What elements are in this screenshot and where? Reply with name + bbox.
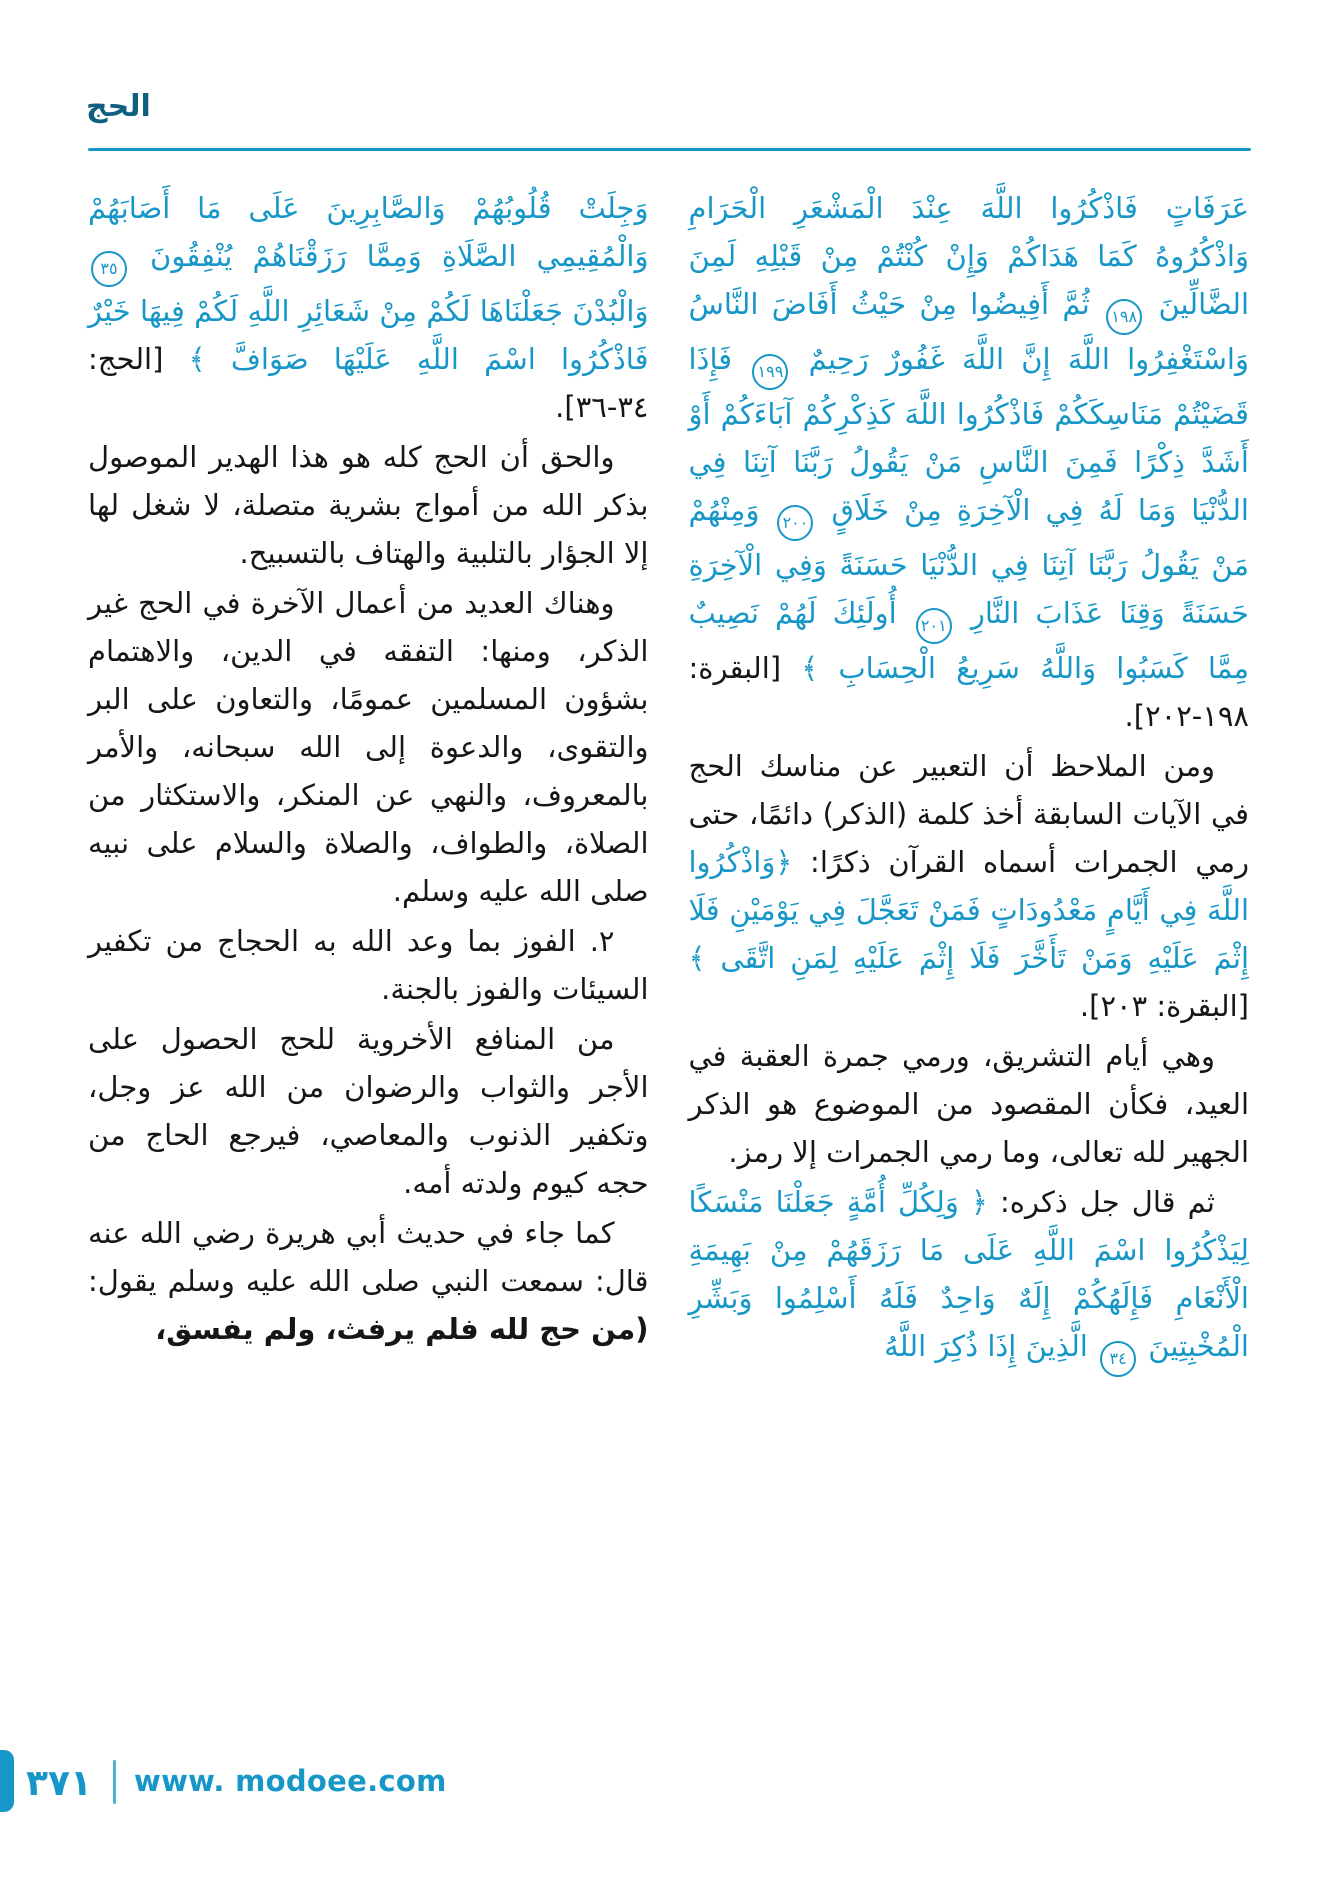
quran-verse-text: ﴿ وَلِكُلِّ أُمَّةٍ جَعَلْنَا مَنْسَكًا لِيَذْكُرُوا اسْمَ اللَّهِ عَلَى مَا رَزَقَهُمْ مِنْ بَهِيمَةِ الْأَنْعَامِ فَإِلَهُكُمْ إِلَهٌ وَاحِدٌ فَلَهُ أَسْلِمُوا وَبَشِّرِ الْمُخْبِتِينَ: [688, 1185, 1249, 1363]
hadith-bold-text: (من حج لله فلم يرفث، ولم يفسق،: [155, 1312, 649, 1346]
body-text: من المنافع الأخروية للحج الحصول على الأجر والثواب والرضوان من الله عز وجل، وتكفير الذنوب والمعاصي، فيرجع الحاج من حجه كيوم ولدته أمه.: [88, 1022, 649, 1200]
paragraph: [88, 184, 649, 431]
ayah-number-badge: ٢٠١: [916, 608, 952, 644]
ayah-number-badge: ١٩٩: [752, 354, 788, 390]
page-edge-tab: [0, 1750, 14, 1812]
quran-verse-text: فَإِذَا قَضَيْتُمْ مَنَاسِكَكُمْ فَاذْكُرُوا اللَّهَ كَذِكْرِكُمْ آبَاءَكُمْ أَوْ أَشَدَّ ذِكْرًا فَمِنَ النَّاسِ مَنْ يَقُولُ رَبَّنَا آتِنَا فِي الدُّنْيَا وَمَا لَهُ فِي الْآخِرَةِ مِنْ خَلَاقٍ: [688, 342, 1249, 527]
body-text: ومن الملاحظ أن التعبير عن مناسك الحج في الآيات السابقة أخذ كلمة (الذكر) دائمًا، حتى رمي الجمرات أسماه القرآن ذكرًا:: [688, 749, 1249, 879]
ayah-number-badge: ٣٤: [1100, 1341, 1136, 1377]
verse-reference: [البقرة: ١٩٨-٢٠٢].: [688, 651, 1249, 733]
quran-verse-text: ثُمَّ أَفِيضُوا مِنْ حَيْثُ أَفَاضَ النَّاسُ وَاسْتَغْفِرُوا اللَّهَ إِنَّ اللَّهَ غَفُورٌ رَحِيمٌ: [688, 287, 1249, 376]
quran-verse-text: الَّذِينَ إِذَا ذُكِرَ اللَّهُ: [884, 1329, 1098, 1363]
quran-verse-text: وَمِنْهُمْ مَنْ يَقُولُ رَبَّنَا آتِنَا فِي الدُّنْيَا حَسَنَةً وَفِي الْآخِرَةِ حَسَنَةً وَقِنَا عَذَابَ النَّارِ: [688, 493, 1249, 630]
quran-verse-text: وَالْبُدْنَ جَعَلْنَاهَا لَكُمْ مِنْ شَعَائِرِ اللَّهِ لَكُمْ فِيهَا خَيْرٌ فَاذْكُرُوا اسْمَ اللَّهِ عَلَيْهَا صَوَافَّ ﴾: [88, 294, 649, 376]
footer-divider: [113, 1760, 116, 1804]
chapter-title-calligraphy: الحج: [86, 89, 151, 124]
paragraph: [88, 1015, 649, 1207]
ayah-number-badge: ٣٥: [91, 251, 127, 287]
body-text: وهناك العديد من أعمال الآخرة في الحج غير الذكر، ومنها: التفقه في الدين، والاهتمام بشؤون المسلمين عمومًا، والتعاون على البر والتقوى، والدعوة إلى الله سبحانه، والأمر بالمعروف، والنهي عن المنكر، والاستكثار من الصلاة، والطواف، والصلاة والسلام على نبيه صلى الله عليه وسلم.: [88, 586, 649, 908]
body-text: والحق أن الحج كله هو هذا الهدير الموصول بذكر الله من أمواج بشرية متصلة، لا شغل لها إلا الجؤار بالتلبية والهتاف بالتسبيح.: [88, 440, 649, 570]
page-footer: [0, 1742, 1339, 1814]
verse-reference: [البقرة: ٢٠٣].: [1079, 989, 1249, 1023]
paragraph: [689, 1178, 1250, 1377]
body-text: ٢. الفوز بما وعد الله به الحجاج من تكفير السيئات والفوز بالجنة.: [88, 924, 649, 1006]
quran-verse-text: وَجِلَتْ قُلُوبُهُمْ وَالصَّابِرِينَ عَلَى مَا أَصَابَهُمْ وَالْمُقِيمِي الصَّلَاةِ وَمِمَّا رَزَقْنَاهُمْ يُنْفِقُونَ: [88, 191, 649, 273]
quran-verse-text: عَرَفَاتٍ فَاذْكُرُوا اللَّهَ عِنْدَ الْمَشْعَرِ الْحَرَامِ وَاذْكُرُوهُ كَمَا هَدَاكُمْ وَإِنْ كُنْتُمْ مِنْ قَبْلِهِ لَمِنَ الضَّالِّينَ: [688, 191, 1250, 321]
body-text: وهي أيام التشريق، ورمي جمرة العقبة في العيد، فكأن المقصود من الموضوع هو الذكر الجهير لله تعالى، وما رمي الجمرات إلا رمز.: [688, 1039, 1249, 1169]
right-column: [689, 184, 1250, 1379]
quran-verse-text: أُولَئِكَ لَهُمْ نَصِيبٌ مِمَّا كَسَبُوا وَاللَّهُ سَرِيعُ الْحِسَابِ ﴾: [688, 596, 1249, 685]
left-column: [88, 184, 649, 1379]
text-columns: [88, 184, 1249, 1379]
paragraph: [88, 917, 649, 1013]
paragraph: [689, 1032, 1250, 1176]
ayah-number-badge: ٢٠٠: [777, 505, 813, 541]
quran-verse-text: ﴿وَاذْكُرُوا اللَّهَ فِي أَيَّامٍ مَعْدُودَاتٍ فَمَنْ تَعَجَّلَ فِي يَوْمَيْنِ فَلَا إِثْمَ عَلَيْهِ وَمَنْ تَأَخَّرَ فَلَا إِثْمَ عَلَيْهِ لِمَنِ اتَّقَى ﴾: [688, 845, 1249, 975]
paragraph: [88, 1209, 649, 1353]
verse-reference: [الحج: ٣٤-٣٦].: [88, 342, 649, 424]
ayah-number-badge: ١٩٨: [1106, 299, 1142, 335]
paragraph: [88, 579, 649, 915]
paragraph: [88, 433, 649, 577]
header-rule: [88, 148, 1251, 151]
page-number: ٣٧١: [26, 1763, 92, 1804]
body-text: ثم قال جل ذكره:: [987, 1185, 1215, 1219]
body-text: كما جاء في حديث أبي هريرة رضي الله عنه قال: سمعت النبي صلى الله عليه وسلم يقول:: [88, 1216, 649, 1298]
paragraph: [689, 184, 1250, 740]
paragraph: [689, 742, 1250, 1030]
website-url: www. modoee.com: [134, 1764, 447, 1798]
